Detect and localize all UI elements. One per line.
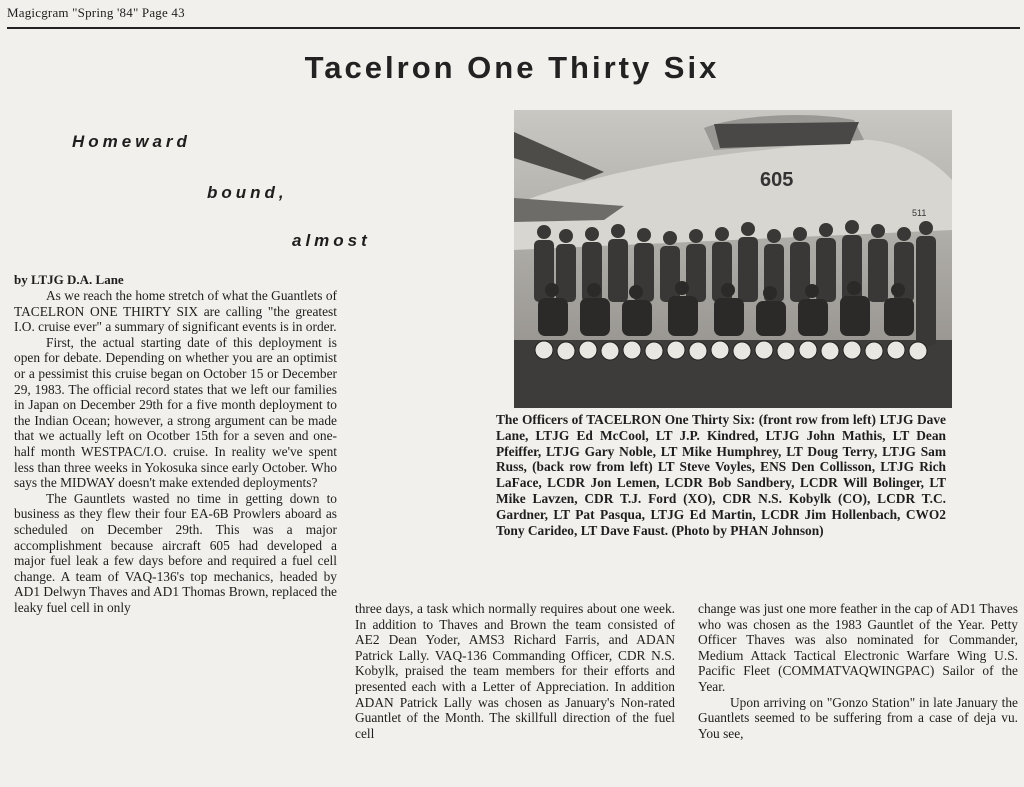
photo-caption: The Officers of TACELRON One Thirty Six: (front row from left) LTJG Dave Lane, LTJG Ed McCool, LT J.P. Kindred, LTJG John Mathis, LT Dean Pfeiffer, LTJG Gary Noble, LT Mike Humphrey, LT Doug Terry, LTJG Sam Russ, (back row from left) LT Steve Voyles, ENS Den Collisson, LTJG Rich LaFace, LCDR Jon Lemen, LCDR Bob Sandbery, LCDR Will Bolinger, LT Mike Lavzen, CDR T.J. Ford (XO), CDR N.S. Kobylk (CO), LCDR T.C. Gardner, LT Pat Pasqua, LTJG Ed Martin, LCDR Jim Hollenbach, CWO2 Tony Carideo, LT Dave Faust. (Photo by PHAN Johnson) <box>496 412 946 538</box>
page-header: Magicgram "Spring '84" Page 43 <box>7 5 185 20</box>
byline: by LTJG D.A. Lane <box>14 272 124 287</box>
squadron-photo-illustration <box>514 110 952 408</box>
article-column-1 <box>14 288 337 615</box>
paragraph-3: The Gauntlets wasted no time in getting down to business as they flew their four EA-6B Prowlers aboard as scheduled on December 29th. This was a major accomplishment because aircraft 605 had developed a major fuel leak a few days before and required a fuel cell change. A team of VAQ-136's top mechanics, headed by AD1 Delwyn Thaves and AD1 Thomas Brown, replaced the leaky fuel cell in only <box>14 490 337 615</box>
paragraph-5: change was just one more feather in the cap of AD1 Thaves who was chosen as the 1983 Gauntlet of the Year. Petty Officer Thaves was also nominated for Commander, Medium Attack Tactical Electronic Warfare Wing U.S. Pacific Fleet (COMMATVAQWINGPAC) Sailor of the Year. <box>698 601 1018 694</box>
paragraph-1: As we reach the home stretch of what the Guantlets of TACELRON ONE THIRTY SIX are calling "the greatest I.O. cruise ever" a summary of significant events is in order. <box>14 288 337 335</box>
tail-code: 511 <box>912 208 927 218</box>
article-column-2 <box>355 601 675 741</box>
subtitle-line-2: bound, <box>207 183 288 202</box>
paragraph-2: First, the actual starting date of this deployment is open for debate. Depending on whether you are an optimist or a pessimist this cruise began on October 15 or December 29, 1983. The official record states that we left our families in Japan on December 29th for a five month deployment to the Indian Ocean; however, a strong argument can be made that we actually left on Ocotber 15th for a seven and one-half month WESTPAC/I.O. cruise. In reality we've spent less than three weeks in Yokosuka since early October. Who says the MIDWAY doesn't make extended deployments? <box>14 334 337 491</box>
subtitle-line-1: Homeward <box>72 132 191 151</box>
header-rule <box>7 27 1020 29</box>
article-column-3 <box>698 601 1018 741</box>
squadron-photo <box>514 110 952 408</box>
subtitle-line-3: almost <box>292 231 371 250</box>
paragraph-4: three days, a task which normally requires about one week. In addition to Thaves and Brown the team consisted of AE2 Dean Yoder, AMS3 Richard Farris, and ADAN Patrick Lally. VAQ-136 Commanding Officer, CDR N.S. Kobylk, praised the team members for their efforts and presented each with a Letter of Appreciation. In addition ADAN Patrick Lally was chosen as January's Non-rated Guantlet of the Month. The skillfull direction of the fuel cell <box>355 601 675 741</box>
aircraft-number: 605 <box>760 169 794 191</box>
article-title: Tacelron One Thirty Six <box>304 50 720 85</box>
paragraph-6: Upon arriving on "Gonzo Station" in late January the Guantlets seemed to be suffering from a case of deja vu. You see, <box>698 694 1018 741</box>
